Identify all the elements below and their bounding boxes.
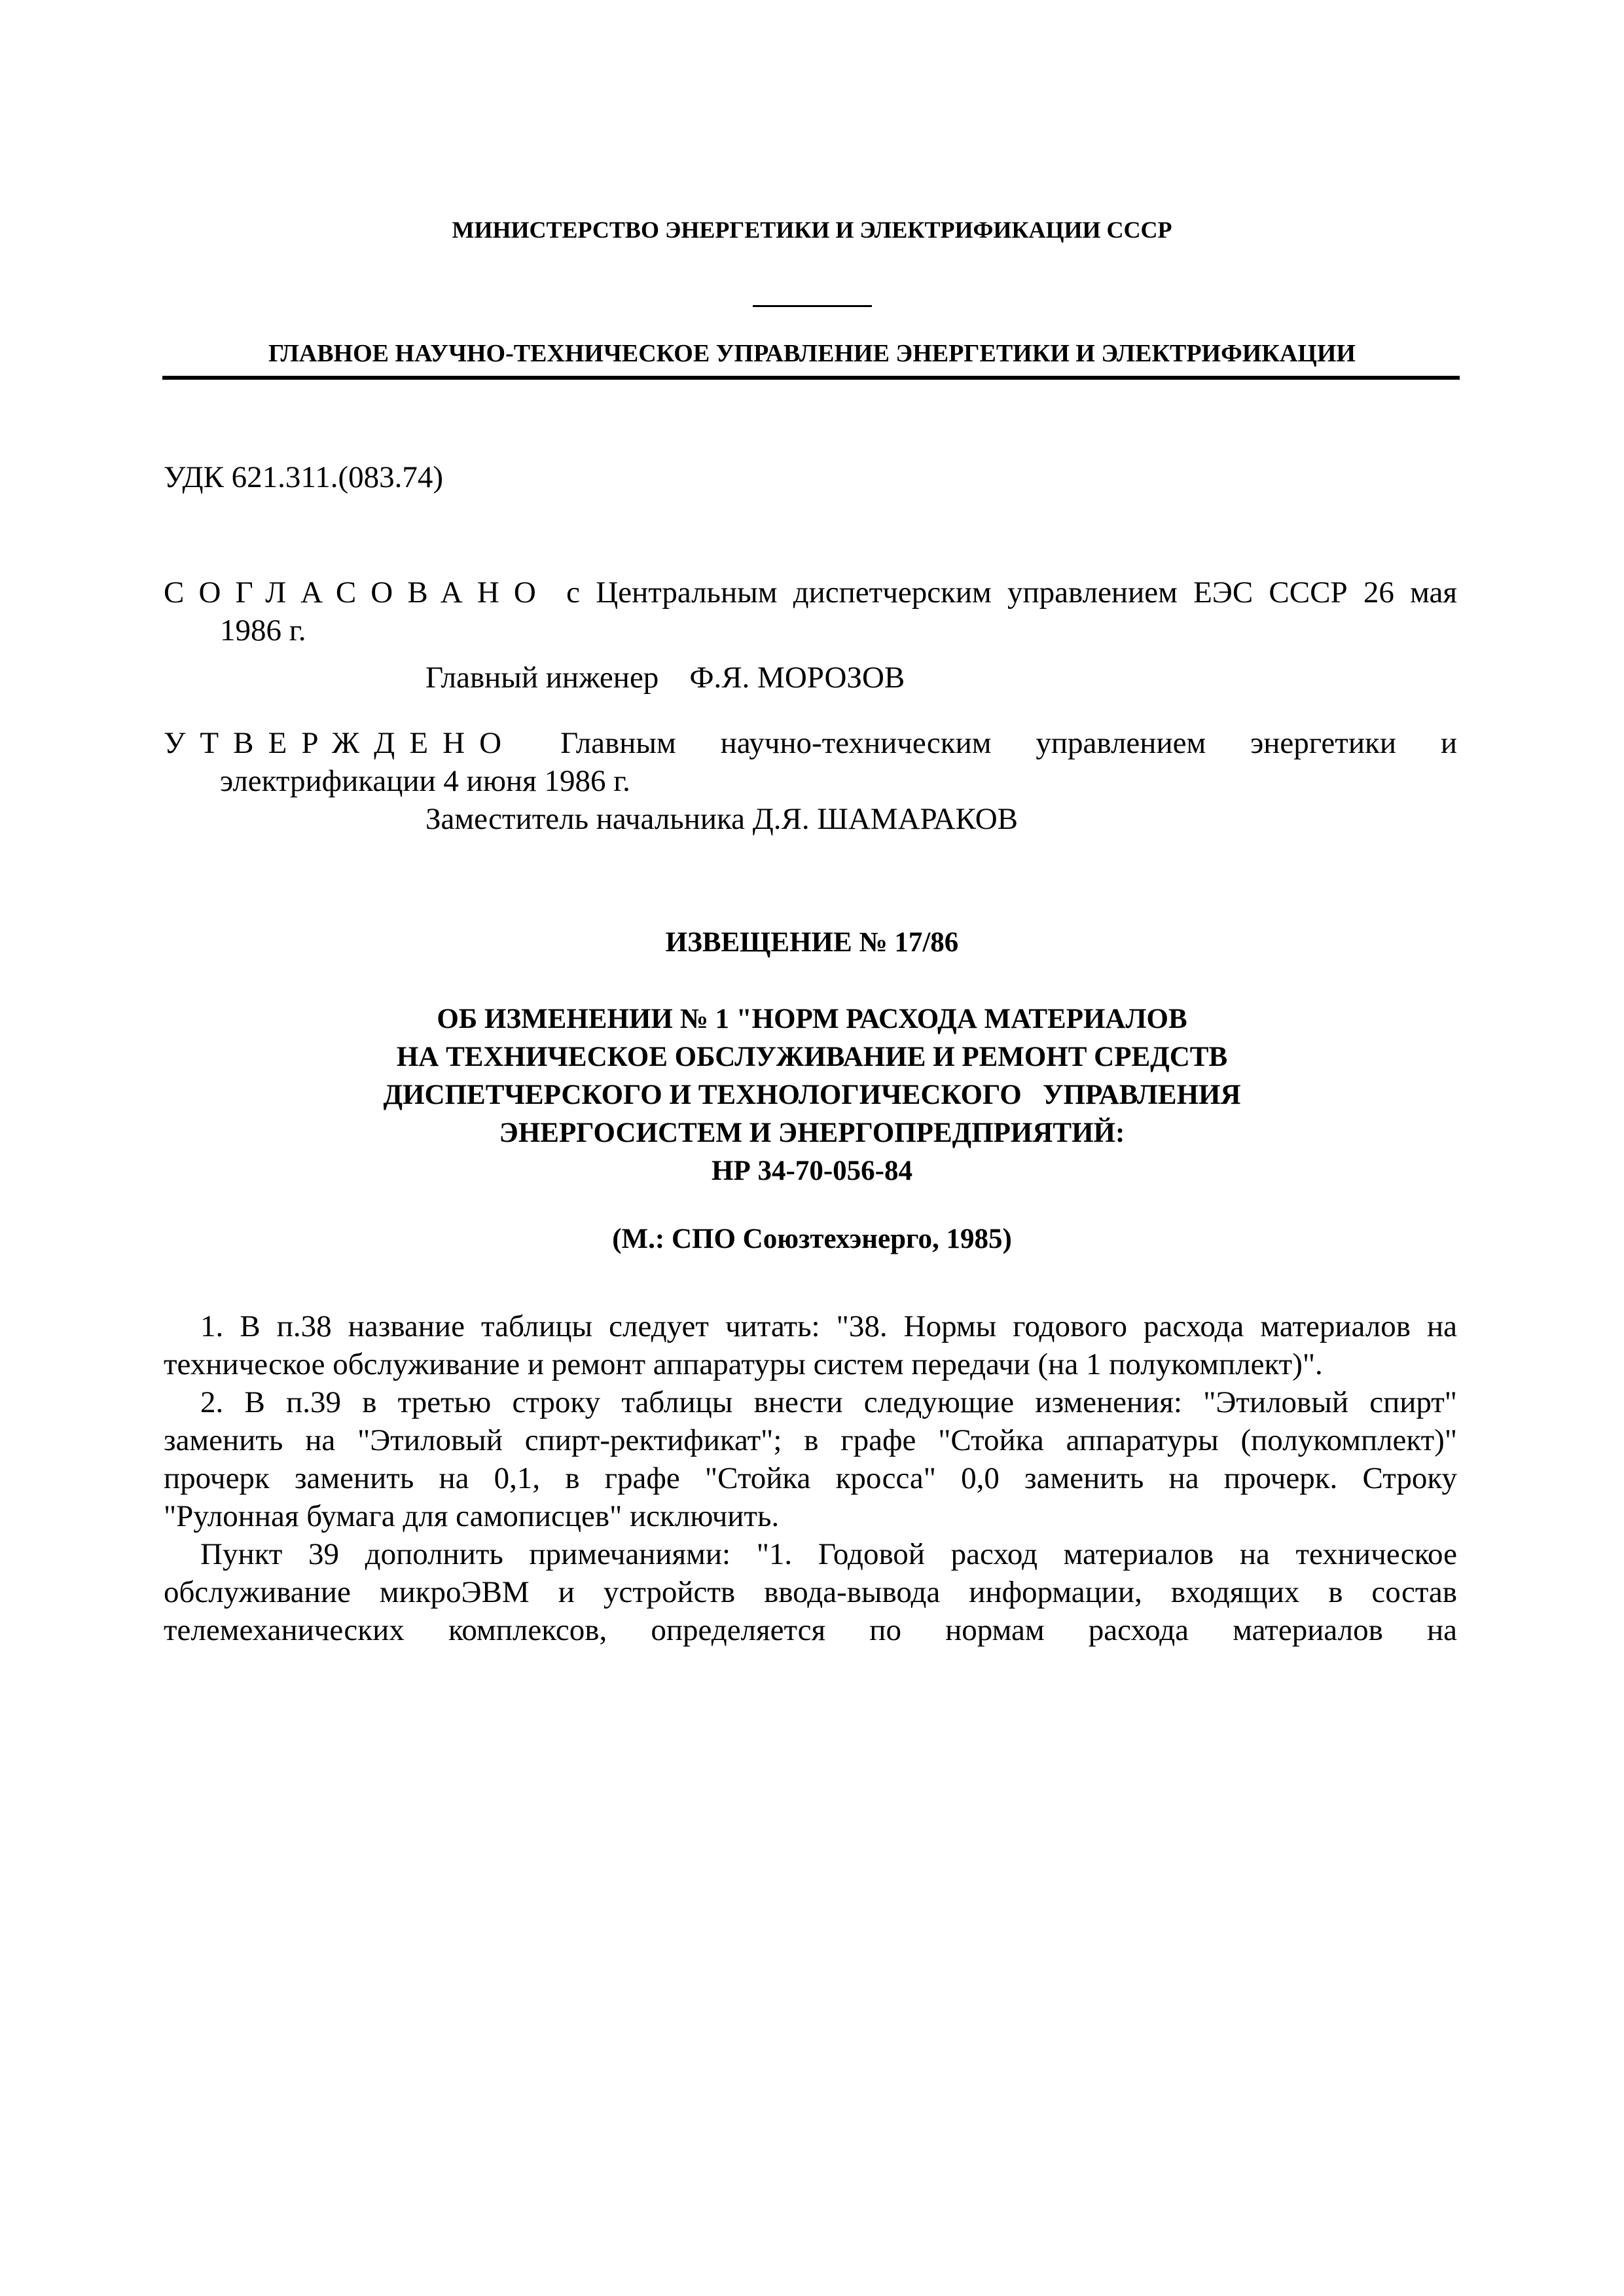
- agreed-text: с Центральным диспетчерским управлением ЕЭС СССР 26 мая: [566, 575, 1457, 610]
- body-line: 2. В п.39 в третью строку таблицы внести следующие изменения: "Этиловый спирт": [200, 1385, 1457, 1419]
- publisher-line: (М.: СПО Союзтехэнерго, 1985): [612, 1224, 1012, 1254]
- change-title-line: ОБ ИЗМЕНЕНИИ № 1 "НОРМ РАСХОДА МАТЕРИАЛОВ: [437, 1004, 1187, 1034]
- directorate-heading: ГЛАВНОЕ НАУЧНО-ТЕХНИЧЕСКОЕ УПРАВЛЕНИЕ ЭНЕРГЕТИКИ И ЭЛЕКТРИФИКАЦИИ: [268, 340, 1356, 367]
- approved-block: [164, 724, 1457, 838]
- short-divider: [753, 305, 872, 307]
- body-line: заменить на "Этиловый спирт-ректификат"; в графе "Стойка аппаратуры (полукомплект)": [164, 1423, 1457, 1457]
- body-line: обслуживание микроЭВМ и устройств ввода-вывода информации, входящих в состав: [164, 1575, 1457, 1609]
- body-line: прочерк заменить на 0,1, в графе "Стойка кросса" 0,0 заменить на прочерк. Строку: [164, 1461, 1457, 1495]
- approved-line-1: [164, 724, 1457, 762]
- main-text: [164, 1307, 1457, 1649]
- body-line: телемеханических комплексов, определяется по нормам расхода материалов на: [164, 1613, 1457, 1647]
- change-title-line: ЭНЕРГОСИСТЕМ И ЭНЕРГОПРЕДПРИЯТИЙ:: [499, 1118, 1125, 1148]
- body-line: 1. В п.38 название таблицы следует читать: "38. Нормы годового расхода материалов на: [200, 1309, 1457, 1343]
- body-line: техническое обслуживание и ремонт аппаратуры систем передачи (на 1 полукомплект)".: [164, 1347, 1323, 1381]
- approved-signer: Заместитель начальника Д.Я. ШАМАРАКОВ: [425, 802, 1019, 836]
- change-title-line: НА ТЕХНИЧЕСКОЕ ОБСЛУЖИВАНИЕ И РЕМОНТ СРЕДСТВ: [396, 1042, 1228, 1072]
- body-line: "Рулонная бумага для самописцев" исключить.: [164, 1499, 780, 1533]
- udk-code: УДК 621.311.(083.74): [164, 460, 443, 494]
- approved-text: Главным научно-техническим управлением энергетики и: [560, 726, 1458, 760]
- approved-line-2: электрификации 4 июня 1986 г.: [220, 764, 630, 798]
- notice-title: ИЗВЕЩЕНИЕ № 17/86: [665, 927, 959, 958]
- approved-label: УТВЕРЖДЕНО: [164, 726, 516, 760]
- header-rule: [162, 376, 1460, 380]
- change-title-line: ДИСПЕТЧЕРСКОГО И ТЕХНОЛОГИЧЕСКОГО УПРАВЛЕНИЯ: [383, 1080, 1241, 1110]
- agreed-line-2: 1986 г.: [220, 613, 306, 647]
- change-title: [0, 1000, 1624, 1190]
- agreed-block: [164, 574, 1457, 697]
- change-title-line: НР 34-70-056-84: [712, 1156, 912, 1186]
- body-line: Пункт 39 дополнить примечаниями: "1. Годовой расход материалов на техническое: [200, 1537, 1457, 1571]
- ministry-heading: МИНИСТЕРСТВО ЭНЕРГЕТИКИ И ЭЛЕКТРИФИКАЦИИ СССР: [452, 217, 1172, 243]
- agreed-label: СОГЛАСОВАНО: [164, 575, 550, 610]
- agreed-signer-name: Ф.Я. МОРОЗОВ: [689, 661, 905, 695]
- agreed-signer-title: Главный инженер: [425, 661, 659, 695]
- agreed-line-1: [164, 574, 1457, 611]
- agreed-signer: [164, 659, 1457, 697]
